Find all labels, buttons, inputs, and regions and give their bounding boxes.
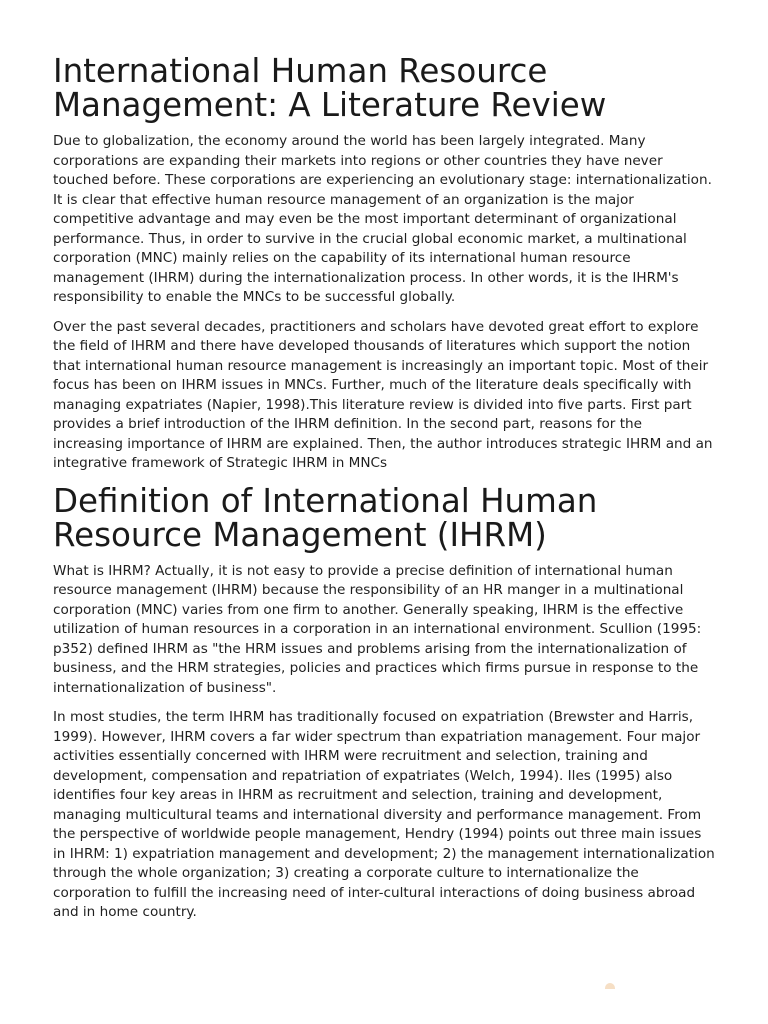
section-paragraph-1: What is IHRM? Actually, it is not easy to provide a precise definition of international human resource management (IHRM) because the responsibility of an HR manger in a multinational corporation (MNC) varies from one firm to another. Generally speaking, IHRM is the effective utilization of human resources in a corporation in an international environment. Scullion (1995: p352) defined IHRM as "the HRM issues and problems arising from the internationalization of business, and the HRM strategies, policies and practices which firms pursue in response to the internationalization of business". — [53, 562, 702, 696]
section-heading: Definition of International Human Resource Management (IHRM) — [53, 481, 598, 554]
decorative-mark — [605, 983, 615, 989]
section-paragraph-2: In most studies, the term IHRM has traditionally focused on expatriation (Brewster and Harris, 1999). However, IHRM covers a far wider spectrum than expatriation management. Four major activities essentially concerned with IHRM were recruitment and selection, training and development, compensation and repatriation of expatriates (Welch, 1994). Iles (1995) also identifies four key areas in IHRM as recruitment and selection, training and development, managing multicultural teams and international diversity and performance management. From the perspective of worldwide people management, Hendry (1994) points out three main issues in IHRM: 1) expatriation management and development; 2) the management internationalization through the whole organization; 3) creating a corporate culture to internationalize the corporation to fulfill the increasing need of inter-cultural interactions of doing business abroad and in home country. — [53, 709, 715, 920]
intro-paragraph-2: Over the past several decades, practitioners and scholars have devoted great effort to explore the field of IHRM and there have developed thousands of literatures which support the notion that international human resource management is increasingly an important topic. Most of their focus has been on IHRM issues in MNCs. Further, much of the literature deals specifically with managing expatriates (Napier, 1998).This literature review is divided into five parts. First part provides a brief introduction of the IHRM definition. In the second part, reasons for the increasing importance of IHRM are explained. Then, the author introduces strategic IHRM and an integrative framework of Strategic IHRM in MNCs — [53, 318, 713, 471]
document-title: International Human Resource Management: A Literature Review — [53, 52, 607, 124]
intro-paragraph-1: Due to globalization, the economy around the world has been largely integrated. Many corporations are expanding their markets into regions or other countries they have never touched before. These corporations are experiencing an evolutionary stage: internationalization. It is clear that effective human resource management of an organization is the major competitive advantage and may even be the most important determinant of organizational performance. Thus, in order to survive in the crucial global economic market, a multinational corporation (MNC) mainly relies on the capability of its international human resource management (IHRM) during the internationalization process. In other words, it is the IHRM's responsibility to enable the MNCs to be successful globally. — [53, 133, 712, 305]
